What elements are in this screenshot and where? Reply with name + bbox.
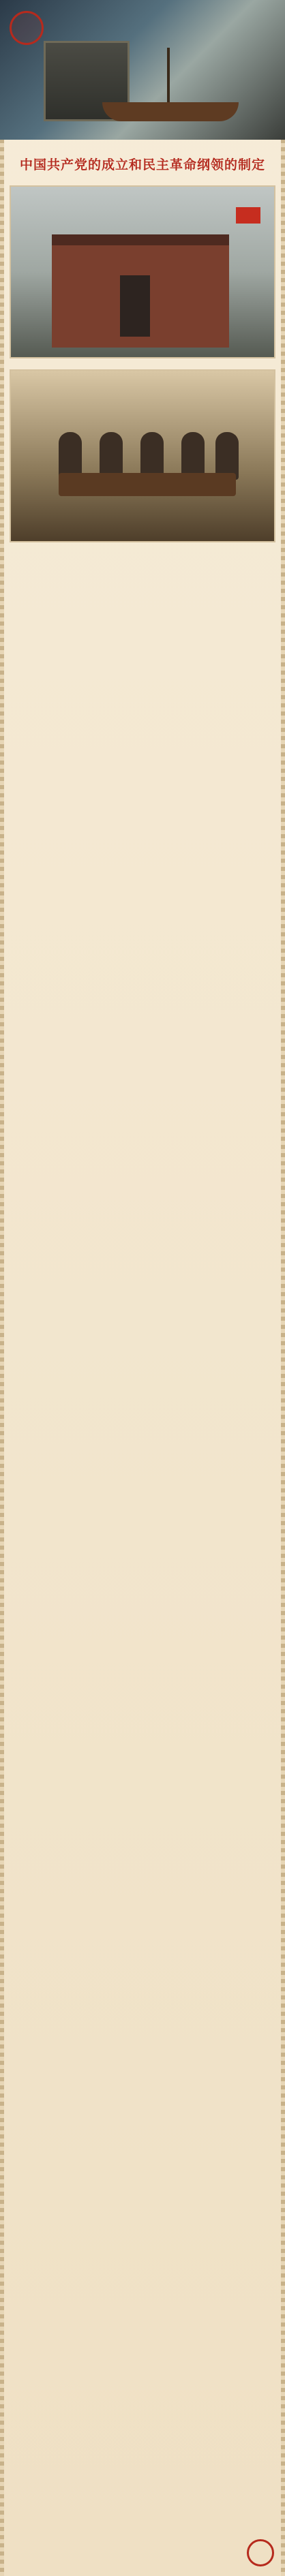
hero-image-red-boat <box>0 0 285 140</box>
building-door <box>120 275 150 337</box>
right-decorative-border <box>281 0 285 2576</box>
flag-icon <box>236 207 260 224</box>
hero-boat <box>102 102 239 121</box>
left-decorative-border <box>0 0 4 2576</box>
photo-shikumen-building <box>10 185 275 358</box>
meeting-table <box>59 473 236 496</box>
article-title: 中国共产党的成立和民主革命纲领的制定 <box>19 157 265 172</box>
seal-icon <box>247 2539 274 2566</box>
painting-second-congress <box>10 369 275 542</box>
hero-boat-mast <box>167 48 170 104</box>
seal-icon <box>10 11 44 45</box>
